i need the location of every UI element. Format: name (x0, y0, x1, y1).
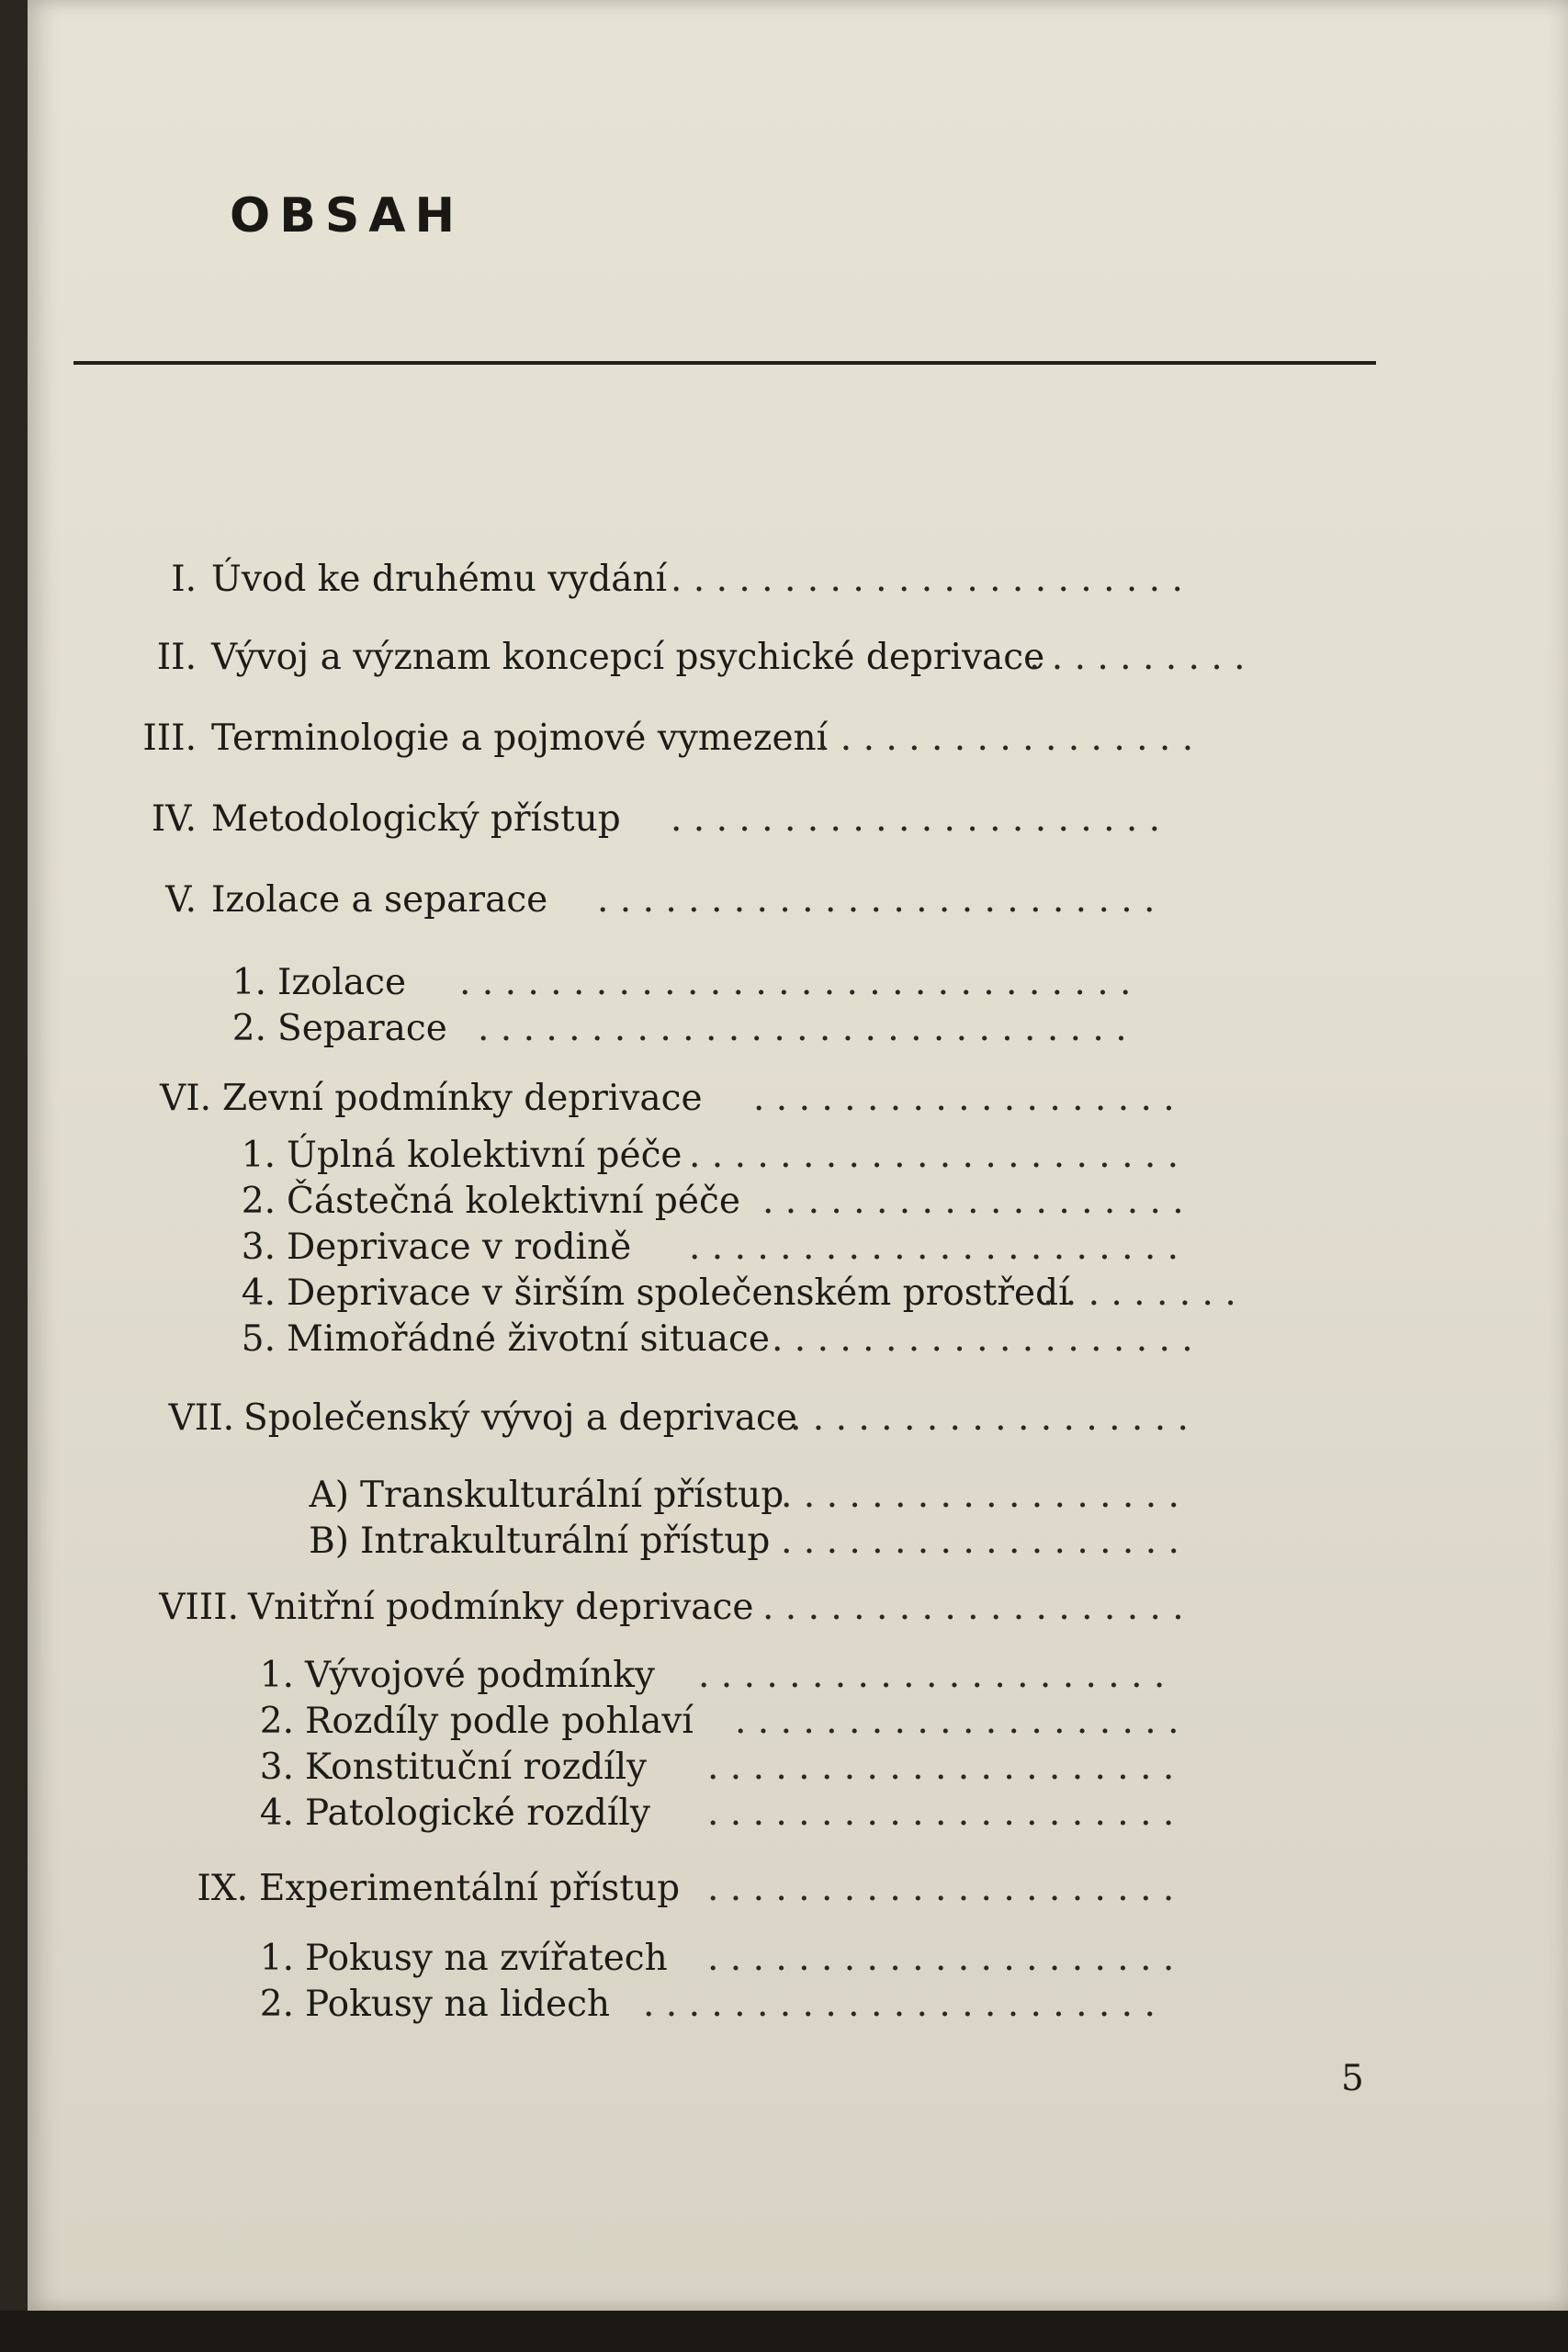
entry-number: 3. (241, 1227, 276, 1268)
entry-title: Deprivace v rodině (287, 1227, 632, 1268)
entry-number: 2. (259, 1701, 294, 1742)
book-edge (0, 2311, 1568, 2352)
entry-title: Patologické rozdíly (305, 1792, 650, 1834)
entry-title: Pokusy na lidech (305, 1984, 611, 2025)
entry-title: Konstituční rozdíly (305, 1747, 648, 1788)
entry-number: A) (309, 1475, 349, 1516)
leader-dots: . . . . . . . . . . . . . . . . . . . . . (707, 1747, 1175, 1788)
entry-number: III. (142, 718, 197, 759)
page-heading: OBSAH (230, 188, 465, 243)
entry-number: 4. (259, 1792, 294, 1834)
leader-dots: . . . . . . . . . . . . . . . . . . . . . . . (643, 1984, 1156, 2025)
entry-number: 2. (241, 1181, 276, 1222)
entry-number: 5. (241, 1318, 276, 1360)
entry-title: Úvod ke druhému vydání (211, 559, 668, 600)
entry-title: Úplná kolektivní péče (287, 1135, 682, 1176)
entry-number: VII. (168, 1397, 234, 1439)
entry-number: 1. (241, 1135, 276, 1176)
leader-dots: . . . . . . . . . . . . . . . . . . . . . . . . . (597, 879, 1156, 921)
entry-number: B) (309, 1521, 349, 1562)
entry-title: Vývojové podmínky (305, 1655, 655, 1696)
entry-title: Izolace a separace (211, 879, 548, 921)
leader-dots: . . . . . . . . . . . . . . . . . (818, 718, 1194, 759)
leader-dots: . . . . . . . . . . . . . . . . . . . . . . (689, 1227, 1179, 1268)
entry-number: 1. (231, 962, 266, 1003)
leader-dots: . . . . . . . . . (1043, 1272, 1236, 1314)
entry-title: Pokusy na zvířatech (305, 1938, 668, 1979)
entry-number: II. (156, 637, 197, 678)
entry-number: VI. (160, 1078, 211, 1119)
leader-dots: . . . . . . . . . . . . . . . . . . (781, 1475, 1179, 1516)
entry-title: Vývoj a význam koncepcí psychické deprivace (211, 637, 1045, 678)
entry-title: Společenský vývoj a deprivace (243, 1397, 797, 1439)
entry-title: Zevní podmínky deprivace (222, 1078, 703, 1119)
entry-title: Částečná kolektivní péče (287, 1181, 740, 1222)
entry-number: 3. (259, 1747, 294, 1788)
entry-number: 4. (241, 1272, 276, 1314)
leader-dots: . . . . . . . . . . . . . . . . . . . . . . . (671, 559, 1183, 600)
entry-number: 2. (259, 1984, 294, 2025)
entry-title: Mimořádné životní situace (287, 1318, 770, 1360)
leader-dots: . . . . . . . . . . . . . . . . . . . . . (698, 1655, 1166, 1696)
leader-dots: . . . . . . . . . . (1029, 637, 1246, 678)
entry-number: V. (165, 879, 197, 921)
leader-dots: . . . . . . . . . . . . . . . . . . . . . (707, 1792, 1175, 1834)
entry-title: Experimentální přístup (259, 1868, 681, 1909)
leader-dots: . . . . . . . . . . . . . . . . . . . . . . . . . . . . . . (459, 962, 1132, 1003)
leader-dots: . . . . . . . . . . . . . . . . . . (790, 1397, 1189, 1439)
entry-title: Intrakulturální přístup (360, 1521, 771, 1562)
entry-number: IV. (151, 798, 197, 840)
entry-title: Metodologický přístup (211, 798, 621, 840)
leader-dots: . . . . . . . . . . . . . . . . . . . (753, 1078, 1175, 1119)
leader-dots: . . . . . . . . . . . . . . . . . . . . . . . . . . . . . (478, 1008, 1127, 1049)
leader-dots: . . . . . . . . . . . . . . . . . . (781, 1521, 1179, 1562)
leader-dots: . . . . . . . . . . . . . . . . . . . (762, 1181, 1184, 1222)
entry-title: Deprivace v širším společenském prostředí (287, 1272, 1070, 1314)
entry-title: Rozdíly podle pohlaví (305, 1701, 694, 1742)
entry-number: 1. (259, 1938, 294, 1979)
leader-dots: . . . . . . . . . . . . . . . . . . . . . (707, 1868, 1175, 1909)
leader-dots: . . . . . . . . . . . . . . . . . . . . . . (689, 1135, 1179, 1176)
entry-title: Separace (277, 1008, 447, 1049)
heading-rule (73, 361, 1376, 365)
entry-number: 2. (231, 1008, 266, 1049)
leader-dots: . . . . . . . . . . . . . . . . . . . . . (707, 1938, 1175, 1979)
leader-dots: . . . . . . . . . . . . . . . . . . . (762, 1587, 1184, 1628)
leader-dots: . . . . . . . . . . . . . . . . . . . . (735, 1701, 1179, 1742)
leader-dots: . . . . . . . . . . . . . . . . . . . (772, 1318, 1193, 1360)
book-page (28, 0, 1568, 2311)
entry-title: Vnitřní podmínky deprivace (248, 1587, 754, 1628)
entry-number: VIII. (159, 1587, 239, 1628)
entry-number: IX. (197, 1868, 248, 1909)
page-number: 5 (1341, 2058, 1364, 2099)
leader-dots: . . . . . . . . . . . . . . . . . . . . . . (671, 798, 1161, 840)
entry-title: Terminologie a pojmové vymezení (211, 718, 829, 759)
entry-title: Izolace (277, 962, 407, 1003)
entry-title: Transkulturální přístup (360, 1475, 784, 1516)
entry-number: 1. (259, 1655, 294, 1696)
entry-number: I. (171, 559, 197, 600)
